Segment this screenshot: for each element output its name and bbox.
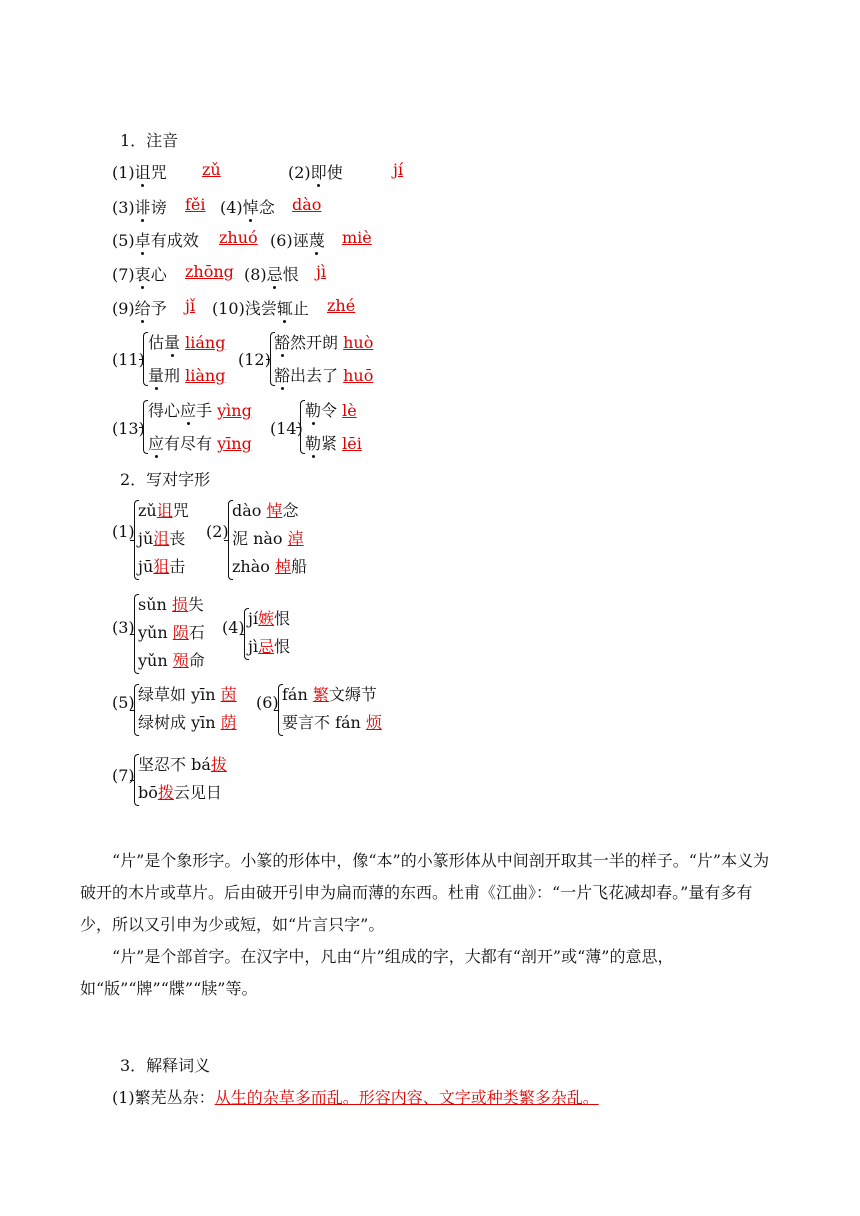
character-answer: 陨 xyxy=(172,623,189,642)
phonetic-line xyxy=(274,330,373,353)
glyph-line xyxy=(282,682,377,705)
pinyin-answer: yìng xyxy=(217,401,252,420)
phonetic-item xyxy=(112,296,167,319)
word-suffix: 有尽有 xyxy=(164,434,213,453)
reading-paragraph-1: “片”是个象形字。小篆的形体中，像“本”的小篆形体从中间剖开取其一半的样子。“片”本义为破开的木片或草片。后由破开引申为扁而薄的东西。杜甫《江曲》：“一片飞花减却春。”量有多有少，所以又引申为少或短，如“片言只字”。 xyxy=(80,851,770,934)
phonetic-line xyxy=(148,330,225,353)
pinyin-prompt: dào xyxy=(232,501,267,520)
glyph-line xyxy=(138,682,237,705)
word-suffix: 文缛节 xyxy=(328,685,377,704)
pinyin-prompt: zhào xyxy=(232,557,275,576)
word-suffix: 止 xyxy=(292,299,309,318)
word-suffix: 念 xyxy=(258,198,275,217)
pinyin-answer: miè xyxy=(342,228,372,247)
phonetic-line xyxy=(274,363,373,386)
phonetic-item xyxy=(112,195,167,218)
character-answer: 沮 xyxy=(153,529,170,548)
character-answer: 诅 xyxy=(156,501,173,520)
word-suffix: 石 xyxy=(188,623,205,642)
word-suffix: 恨 xyxy=(282,265,299,284)
dotted-char: 量 xyxy=(148,366,165,385)
reading-passage xyxy=(80,845,780,1005)
pinyin-prompt: yǔn xyxy=(138,651,173,670)
word-suffix: 恨 xyxy=(274,637,291,656)
word-suffix: 予 xyxy=(150,299,167,318)
pinyin-prompt: 绿树成 yīn xyxy=(138,713,221,732)
dotted-char: 悼 xyxy=(242,198,259,217)
item-number: (5) xyxy=(112,231,135,250)
pinyin-prompt: 绿草如 yīn xyxy=(138,685,221,704)
glyph-line xyxy=(138,710,237,733)
glyph-line xyxy=(232,498,299,521)
group-number: (6) xyxy=(256,693,279,712)
dotted-char: 豁 xyxy=(274,366,291,385)
phonetic-line xyxy=(148,363,225,386)
item-number: (8) xyxy=(244,265,267,284)
character-answer: 拔 xyxy=(210,755,227,774)
pinyin-answer: zhé xyxy=(327,296,356,315)
glyph-line xyxy=(248,606,290,629)
word-suffix: 咒 xyxy=(172,501,189,520)
dotted-char: 给 xyxy=(134,299,151,318)
item-number: (9) xyxy=(112,299,135,318)
pinyin-answer: jì xyxy=(316,262,327,281)
section2-title: 2．写对字形 xyxy=(120,470,211,489)
item-number: (10) xyxy=(212,299,245,318)
phonetic-item xyxy=(288,160,343,183)
phonetic-item xyxy=(112,160,167,183)
pinyin-answer: liàng xyxy=(185,366,226,385)
pinyin-prompt: yǔn xyxy=(138,623,173,642)
character-answer: 荫 xyxy=(220,713,237,732)
phonetic-item xyxy=(220,195,275,218)
pinyin-answer: lēi xyxy=(342,434,362,453)
dotted-char: 即 xyxy=(310,163,327,182)
word-suffix: 命 xyxy=(188,651,205,670)
pinyin-answer: jí xyxy=(393,160,404,179)
pinyin-prompt: zǔ xyxy=(138,501,157,520)
word-suffix: 然开朗 xyxy=(290,333,339,352)
word-suffix: 云见日 xyxy=(173,783,222,802)
section1-title: 1．注音 xyxy=(120,131,179,150)
pinyin-answer: jǐ xyxy=(185,296,196,315)
character-answer: 繁 xyxy=(312,685,329,704)
definition-term: 繁芜丛杂： xyxy=(134,1088,215,1107)
phonetic-line xyxy=(305,431,362,454)
dotted-char: 诽 xyxy=(134,198,151,217)
glyph-line xyxy=(138,498,189,521)
phonetic-line xyxy=(148,398,252,421)
phonetic-item xyxy=(270,228,325,251)
pinyin-prompt: jū xyxy=(138,557,154,576)
pinyin-answer: yīng xyxy=(217,434,252,453)
item-number: (1) xyxy=(112,163,135,182)
phonetic-item xyxy=(244,262,299,285)
character-answer: 拨 xyxy=(157,783,174,802)
item-number: (6) xyxy=(270,231,293,250)
pinyin-prompt: jǔ xyxy=(138,529,154,548)
item-number: (4) xyxy=(220,198,243,217)
word-prefix: 得心 xyxy=(148,401,181,420)
word-suffix: 念 xyxy=(282,501,299,520)
character-answer: 棹 xyxy=(275,557,292,576)
word-suffix: 有成效 xyxy=(150,231,199,250)
glyph-line xyxy=(282,710,382,733)
glyph-line xyxy=(138,554,185,577)
word-suffix: 出去了 xyxy=(290,366,339,385)
pinyin-prompt: fán xyxy=(282,685,313,704)
pinyin-answer: lè xyxy=(342,401,357,420)
dotted-char: 量 xyxy=(164,333,181,352)
word-suffix: 使 xyxy=(326,163,343,182)
pinyin-answer: huò xyxy=(343,333,374,352)
group-number: (14) xyxy=(270,419,303,438)
word-prefix: 诬 xyxy=(292,231,309,250)
pinyin-answer: huō xyxy=(343,366,374,385)
pinyin-prompt: jì xyxy=(248,637,259,656)
definition-item xyxy=(112,1085,599,1108)
dotted-char: 卓 xyxy=(134,231,151,250)
group-number: (4) xyxy=(222,618,245,637)
group-number: (7) xyxy=(112,766,135,785)
word-suffix: 击 xyxy=(169,557,186,576)
word-suffix: 丧 xyxy=(169,529,186,548)
definition-answer: 从生的杂草多而乱。形容内容、文字或种类繁多杂乱。 xyxy=(214,1088,599,1107)
phonetic-line xyxy=(148,431,252,454)
phonetic-item xyxy=(112,262,167,285)
word-suffix: 恨 xyxy=(274,609,291,628)
character-answer: 烦 xyxy=(365,713,382,732)
word-suffix: 失 xyxy=(187,595,204,614)
word-suffix: 心 xyxy=(150,265,167,284)
dotted-char: 忌 xyxy=(266,265,283,284)
group-number: (3) xyxy=(112,618,135,637)
word-suffix: 刑 xyxy=(164,366,181,385)
word-suffix: 船 xyxy=(291,557,308,576)
item-number: (2) xyxy=(288,163,311,182)
pinyin-answer: liáng xyxy=(185,333,226,352)
pinyin-prompt: 坚忍不 bá xyxy=(138,755,211,774)
pinyin-answer: zhuó xyxy=(219,228,258,247)
dotted-char: 辄 xyxy=(276,299,293,318)
dotted-char: 勒 xyxy=(305,434,322,453)
glyph-line xyxy=(138,752,227,775)
reading-paragraph-2: “片”是个部首字。在汉字中，凡由“片”组成的字，大都有“剖开”或“薄”的意思，如“版”“牌”“牒”“牍”等。 xyxy=(80,947,674,998)
character-answer: 悼 xyxy=(266,501,283,520)
pinyin-prompt: 要言不 fán xyxy=(282,713,366,732)
glyph-line xyxy=(248,634,290,657)
dotted-char: 应 xyxy=(180,401,197,420)
group-number: (13) xyxy=(112,419,145,438)
glyph-line xyxy=(138,780,222,803)
glyph-line xyxy=(138,648,205,671)
phonetic-item xyxy=(112,228,199,251)
character-answer: 忌 xyxy=(258,637,275,656)
dotted-char: 蔑 xyxy=(308,231,325,250)
dotted-char: 勒 xyxy=(305,401,322,420)
character-answer: 嫉 xyxy=(258,609,275,628)
pinyin-answer: fěi xyxy=(185,195,206,214)
item-number: (7) xyxy=(112,265,135,284)
character-answer: 淖 xyxy=(287,529,304,548)
pinyin-prompt: sǔn xyxy=(138,595,172,614)
glyph-line xyxy=(138,526,185,549)
word-prefix: 估 xyxy=(148,333,165,352)
phonetic-item xyxy=(212,296,309,319)
glyph-line xyxy=(232,554,307,577)
group-number: (12) xyxy=(238,350,271,369)
word-suffix: 谤 xyxy=(150,198,167,217)
word-suffix: 咒 xyxy=(150,163,167,182)
character-answer: 损 xyxy=(171,595,188,614)
pinyin-prompt: bō xyxy=(138,783,158,802)
pinyin-prompt: 泥 nào xyxy=(232,529,288,548)
character-answer: 殒 xyxy=(172,651,189,670)
group-number: (2) xyxy=(206,522,229,541)
phonetic-line xyxy=(305,398,357,421)
pinyin-answer: zhōng xyxy=(185,262,234,281)
character-answer: 狙 xyxy=(153,557,170,576)
section3-title: 3．解释词义 xyxy=(120,1056,211,1075)
pinyin-answer: zǔ xyxy=(202,160,221,179)
dotted-char: 豁 xyxy=(274,333,291,352)
group-number: (11) xyxy=(112,350,145,369)
glyph-line xyxy=(138,620,205,643)
definition-number: (1) xyxy=(112,1088,135,1107)
dotted-char: 衷 xyxy=(134,265,151,284)
word-suffix: 紧 xyxy=(321,434,338,453)
word-prefix: 浅尝 xyxy=(244,299,277,318)
character-answer: 茵 xyxy=(220,685,237,704)
dotted-char: 应 xyxy=(148,434,165,453)
word-suffix: 手 xyxy=(196,401,213,420)
dotted-char: 诅 xyxy=(134,163,151,182)
pinyin-answer: dào xyxy=(292,195,322,214)
glyph-line xyxy=(138,592,204,615)
glyph-line xyxy=(232,526,304,549)
group-number: (1) xyxy=(112,522,135,541)
word-suffix: 令 xyxy=(321,401,338,420)
item-number: (3) xyxy=(112,198,135,217)
pinyin-prompt: jí xyxy=(248,609,259,628)
group-number: (5) xyxy=(112,693,135,712)
